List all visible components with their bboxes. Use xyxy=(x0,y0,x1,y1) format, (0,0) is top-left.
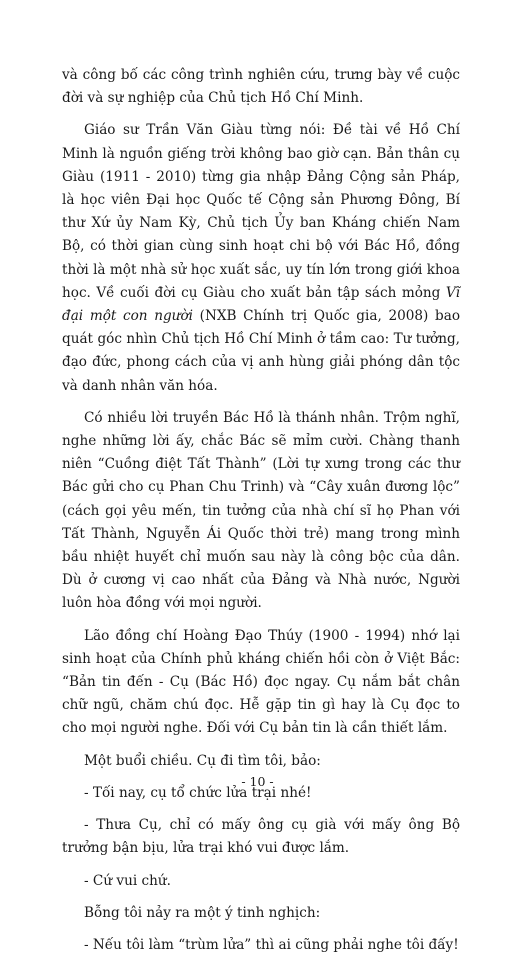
paragraph-5 xyxy=(62,750,460,773)
paragraph-10-text: - Nếu tôi làm “trùm lửa” thì ai cũng phải nghe tôi đấy! xyxy=(84,936,459,953)
paragraph-1 xyxy=(62,64,460,110)
paragraph-1-text: và công bố các công trình nghiên cứu, trưng bày về cuộc đời và sự nghiệp của Chủ tịch Hồ Chí Minh. xyxy=(62,67,460,107)
paragraph-8-text: - Cứ vui chứ. xyxy=(84,872,171,889)
paragraph-2 xyxy=(62,119,460,397)
body-text xyxy=(62,64,460,966)
paragraph-7-text: - Thưa Cụ, chỉ có mấy ông cụ già với mấy ông Bộ trưởng bận bịu, lửa trại khó vui được lắm. xyxy=(62,817,460,857)
paragraph-2-text-after: (NXB Chính trị Quốc gia, 2008) bao quát góc nhìn Chủ tịch Hồ Chí Minh ở tầm cao: Tư tưởng, đạo đức, phong cách của vị anh hùng giải phóng dân tộc và danh nhân văn hóa. xyxy=(62,308,460,394)
paragraph-9 xyxy=(62,902,460,925)
paragraph-8 xyxy=(62,870,460,893)
paragraph-3-text: Có nhiều lời truyền Bác Hồ là thánh nhân. Trộm nghĩ, nghe những lời ấy, chắc Bác sẽ mỉm cười. Chàng thanh niên “Cuồng điệt Tất Thành” (Lời tự xưng trong các thư Bác gửi cho cụ Phan Chu Trinh) và “Cây xuân đương lộc” (cách gọi yêu mến, tin tưởng của nhà chí sĩ họ Phan với Tất Thành, Nguyễn Ái Quốc thời trẻ) mang trong mình bầu nhiệt huyết chỉ muốn sau này là công bộc của dân. Dù ở cương vị cao nhất của Đảng và Nhà nước, Người luôn hòa đồng với mọi người. xyxy=(62,409,460,612)
paragraph-3 xyxy=(62,407,460,616)
paragraph-5-text: Một buổi chiều. Cụ đi tìm tôi, bảo: xyxy=(84,752,321,769)
paragraph-9-text: Bỗng tôi nảy ra một ý tinh nghịch: xyxy=(84,904,321,921)
book-title-italic: Vĩ đại một con người xyxy=(62,284,460,325)
paragraph-4-text: Lão đồng chí Hoàng Đạo Thúy (1900 - 1994) nhớ lại sinh hoạt của Chính phủ kháng chiến hồi còn ở Việt Bắc: “Bản tin đến - Cụ (Bác Hồ) đọc ngay. Cụ nắm bắt chân chữ ngũ, chăm chú đọc. Hễ gặp tin gì hay là Cụ đọc to cho mọi người nghe. Đối với Cụ bản tin là cần thiết lắm. xyxy=(62,627,460,737)
paragraph-4 xyxy=(62,625,460,741)
paragraph-10 xyxy=(62,934,460,957)
paragraph-7 xyxy=(62,814,460,860)
page-number: - 10 - xyxy=(241,774,274,789)
paragraph-6-text: - Tối nay, cụ tổ chức lửa trại nhé! xyxy=(84,784,312,801)
paragraph-2-text: Giáo sư Trần Văn Giàu từng nói: Đề tài về Hồ Chí Minh là nguồn giếng trời không bao giờ cạn. Bản thân cụ Giàu (1911 - 2010) từng gia nhập Đảng Cộng sản Pháp, là học viên Đại học Quốc tế Cộng sản Phương Đông, Bí thư Xứ ủy Nam Kỳ, Chủ tịch Ủy ban Kháng chiến Nam Bộ, có thời gian cùng sinh hoạt chi bộ với Bác Hồ, đồng thời là một nhà sử học xuất sắc, uy tín lớn trong giới khoa học. Về cuối đời cụ Giàu cho xuất bản tập sách mỏng xyxy=(62,122,460,301)
